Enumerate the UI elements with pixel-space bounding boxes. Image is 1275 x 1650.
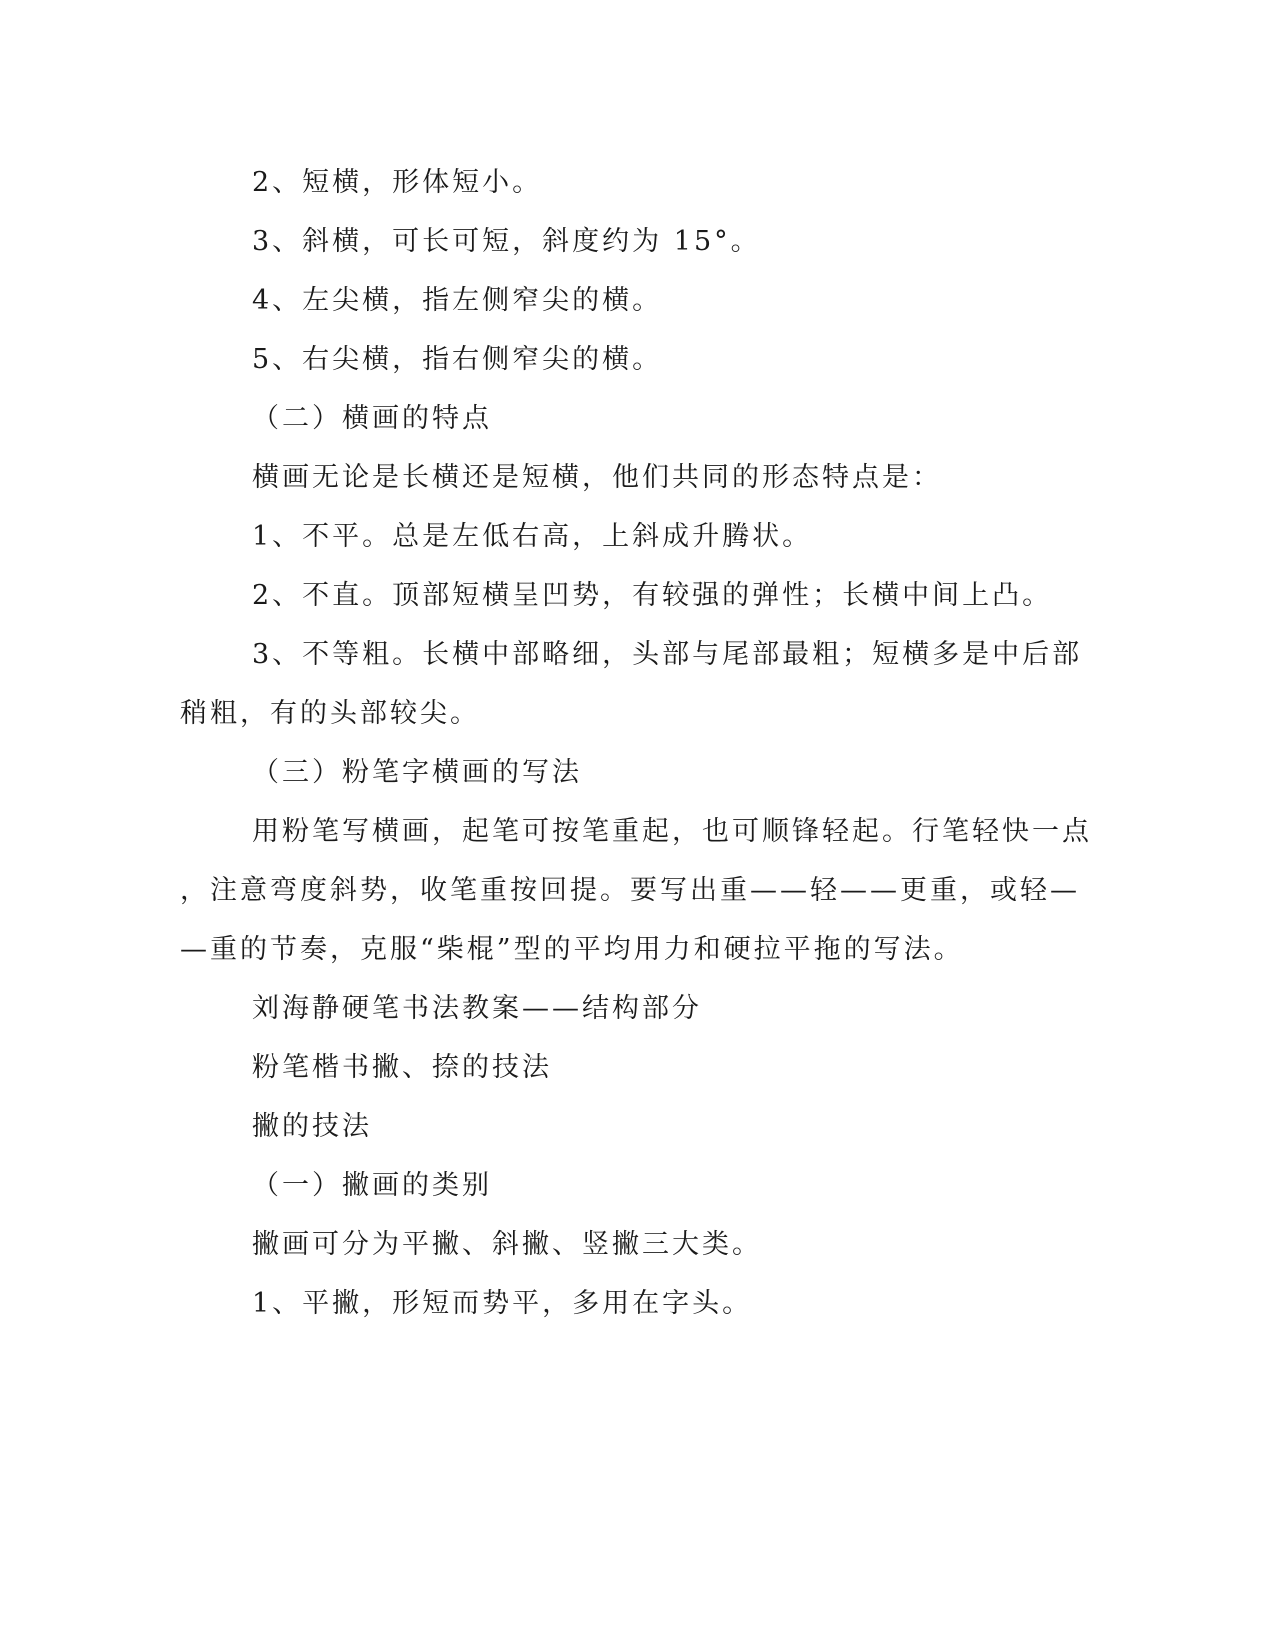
list-item-not-straight: 2、不直。顶部短横呈凹势，有较强的弹性；长横中间上凸。 [252,580,1053,611]
heading-left-falling-technique: 撇的技法 [252,1111,372,1142]
list-item-uneven-thickness-continued: 稍粗，有的头部较尖。 [180,698,480,729]
heading-lesson-plan-structure: 刘海静硬笔书法教案——结构部分 [252,993,702,1024]
list-item-right-pointed-horizontal: 5、右尖横，指右侧窄尖的横。 [252,344,663,375]
paragraph-left-falling-types: 撇画可分为平撇、斜撇、竖撇三大类。 [252,1229,762,1260]
paragraph-chalk-method-line-2: ，注意弯度斜势，收笔重按回提。要写出重——轻——更重，或轻— [180,875,1080,906]
list-item-flat-left-falling: 1、平撇，形短而势平，多用在字头。 [252,1288,753,1319]
paragraph-features-intro: 横画无论是长横还是短横，他们共同的形态特点是： [252,462,942,493]
list-item-left-pointed-horizontal: 4、左尖横，指左侧窄尖的横。 [252,285,663,316]
section-heading-chalk-horizontal: （三）粉笔字横画的写法 [252,757,582,788]
heading-chalk-regular-script: 粉笔楷书撇、捺的技法 [252,1052,552,1083]
list-item-not-flat: 1、不平。总是左低右高，上斜成升腾状。 [252,521,813,552]
list-item-uneven-thickness: 3、不等粗。长横中部略细，头部与尾部最粗；短横多是中后部 [252,639,1083,670]
list-item-short-horizontal: 2、短横，形体短小。 [252,167,543,198]
section-heading-left-falling-categories: （一）撇画的类别 [252,1170,492,1201]
list-item-slanted-horizontal: 3、斜横，可长可短，斜度约为 15°。 [252,226,761,257]
section-heading-horizontal-features: （二）横画的特点 [252,403,492,434]
paragraph-chalk-method-line-3: —重的节奏，克服“柴棍”型的平均用力和硬拉平拖的写法。 [180,934,964,965]
paragraph-chalk-method-line-1: 用粉笔写横画，起笔可按笔重起，也可顺锋轻起。行笔轻快一点 [252,816,1092,847]
